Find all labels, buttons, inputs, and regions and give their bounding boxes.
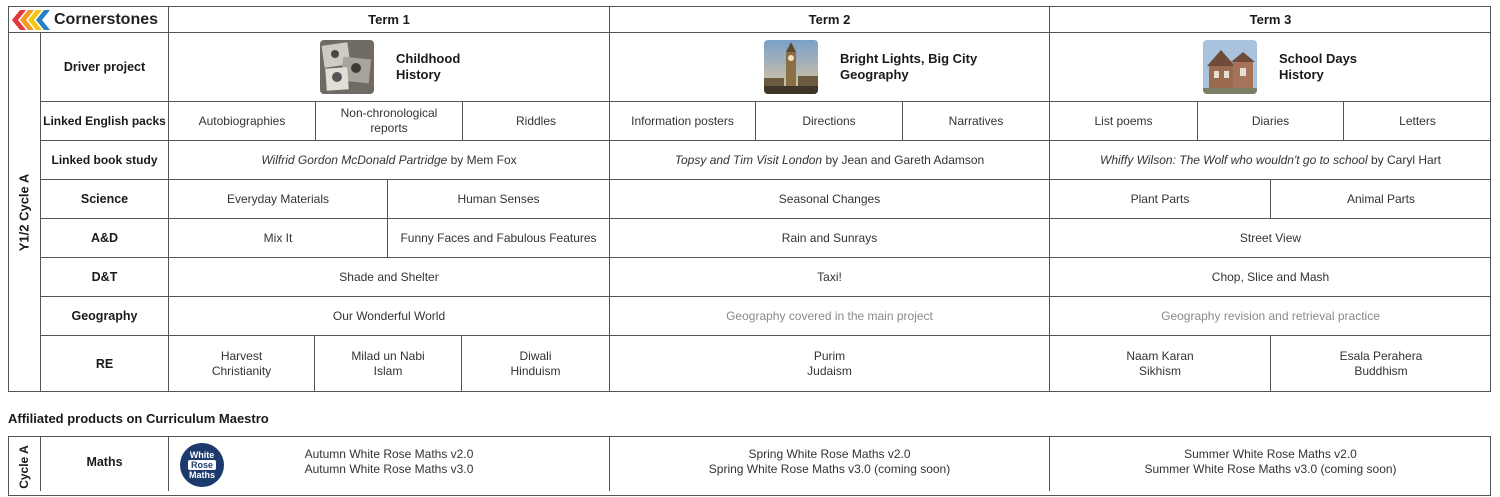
english-pack: Autobiographies [198, 113, 286, 128]
row-header-driver: Driver project [63, 59, 146, 74]
re-festival: Purim [813, 349, 846, 363]
ad-unit: Rain and Sunrays [781, 230, 878, 245]
ad-unit: Street View [1239, 230, 1302, 245]
cycle-label-cell [8, 33, 40, 392]
re-unit [462, 336, 609, 392]
driver-project-2 [764, 40, 977, 94]
ad-unit: Funny Faces and Fabulous Features [400, 230, 597, 245]
maths-product: Autumn White Rose Maths v3.0 [304, 462, 474, 476]
science-unit: Human Senses [457, 191, 540, 206]
english-pack: Non-chronological reports [340, 106, 438, 135]
re-religion: Sikhism [1138, 364, 1181, 378]
ad-unit: Mix It [263, 230, 293, 245]
re-festival: Esala Perahera [1339, 349, 1423, 363]
english-pack: Narratives [948, 113, 1004, 128]
affiliated-cycle-label: Cycle A [17, 445, 32, 489]
driver-project-3 [1203, 40, 1357, 94]
driver-project-1-subject: History [396, 67, 441, 82]
cornerstones-logo [12, 8, 167, 32]
school-building-photo [1203, 40, 1257, 94]
dt-unit: Taxi! [817, 269, 842, 284]
maths-term-2 [610, 437, 1049, 487]
term-1-header: Term 1 [368, 11, 410, 27]
maths-product: Spring White Rose Maths v2.0 [748, 447, 911, 461]
english-pack: Letters [1399, 113, 1436, 128]
affiliated-cycle-cell [8, 437, 40, 497]
term-2-header: Term 2 [808, 11, 851, 27]
geography-note: Geography covered in the main project [726, 308, 933, 323]
re-festival: Naam Karan [1126, 349, 1194, 363]
maths-product: Summer White Rose Maths v2.0 [1184, 447, 1357, 461]
logo-line-2: Rose [188, 460, 216, 470]
row-header-science: Science [80, 191, 129, 206]
book-author: by Jean and Gareth Adamson [822, 152, 985, 167]
book-author: by Caryl Hart [1367, 152, 1441, 167]
maths-product: Autumn White Rose Maths v2.0 [304, 447, 474, 461]
re-religion: Hinduism [510, 364, 561, 378]
chevrons-icon [12, 10, 50, 30]
driver-project-2-title: Bright Lights, Big City [840, 51, 978, 66]
english-pack: Information posters [631, 113, 734, 128]
divider [40, 32, 1491, 33]
english-pack: Diaries [1251, 113, 1290, 128]
row-header-dt: D&T [91, 269, 118, 284]
big-ben-photo [764, 40, 818, 94]
dt-unit: Shade and Shelter [339, 269, 439, 284]
english-pack: Directions [802, 113, 856, 128]
book-title: Topsy and Tim Visit London [674, 152, 823, 167]
re-unit [315, 336, 461, 392]
maths-product: Summer White Rose Maths v3.0 (coming soon) [1144, 462, 1397, 476]
english-pack: List poems [1094, 113, 1153, 128]
book-title: Whiffy Wilson: The Wolf who wouldn't go to school [1100, 152, 1368, 167]
re-religion: Buddhism [1354, 364, 1408, 378]
maths-term-3 [1050, 437, 1491, 487]
science-unit: Seasonal Changes [778, 191, 881, 206]
book-study-1 [169, 141, 609, 179]
logo-line-1: White [189, 450, 215, 460]
re-festival: Milad un Nabi [351, 349, 425, 363]
geography-note: Geography revision and retrieval practice [1161, 308, 1380, 323]
row-header-re: RE [95, 356, 114, 371]
book-author: by Mem Fox [447, 152, 517, 167]
science-unit: Animal Parts [1346, 191, 1416, 206]
logo-line-3: Maths [188, 470, 215, 480]
driver-project-3-title: School Days [1279, 51, 1358, 66]
maths-term-1 [169, 437, 609, 487]
book-study-3 [1050, 141, 1491, 179]
brand-name: Cornerstones [54, 11, 159, 28]
row-header-maths: Maths [86, 454, 123, 469]
re-unit [1050, 336, 1270, 392]
dt-unit: Chop, Slice and Mash [1211, 269, 1330, 284]
re-festival: Diwali [519, 349, 552, 363]
re-religion: Islam [373, 364, 403, 378]
science-unit: Plant Parts [1130, 191, 1190, 206]
re-unit [610, 336, 1049, 392]
affiliated-heading: Affiliated products on Curriculum Maestro [8, 411, 269, 426]
row-header-ad: A&D [90, 230, 119, 245]
re-unit [169, 336, 314, 392]
science-unit: Everyday Materials [226, 191, 330, 206]
re-religion: Judaism [807, 364, 852, 378]
driver-project-1-title: Childhood [396, 51, 461, 66]
geography-unit: Our Wonderful World [332, 308, 446, 323]
driver-project-2-subject: Geography [840, 67, 909, 82]
childhood-photo [320, 40, 374, 94]
cycle-label: Y1/2 Cycle A [16, 173, 32, 252]
driver-project-1 [320, 40, 460, 94]
driver-project-3-subject: History [1279, 67, 1324, 82]
row-header-book: Linked book study [51, 152, 158, 167]
book-study-2 [610, 141, 1049, 179]
book-title: Wilfrid Gordon McDonald Partridge [261, 152, 448, 167]
row-header-english: Linked English packs [43, 113, 166, 128]
english-pack: Riddles [515, 113, 557, 128]
re-unit [1271, 336, 1491, 392]
maths-product: Spring White Rose Maths v3.0 (coming soon) [708, 462, 951, 476]
row-header-geography: Geography [71, 308, 138, 323]
term-3-header: Term 3 [1249, 11, 1292, 27]
re-religion: Christianity [211, 364, 272, 378]
re-festival: Harvest [220, 349, 263, 363]
